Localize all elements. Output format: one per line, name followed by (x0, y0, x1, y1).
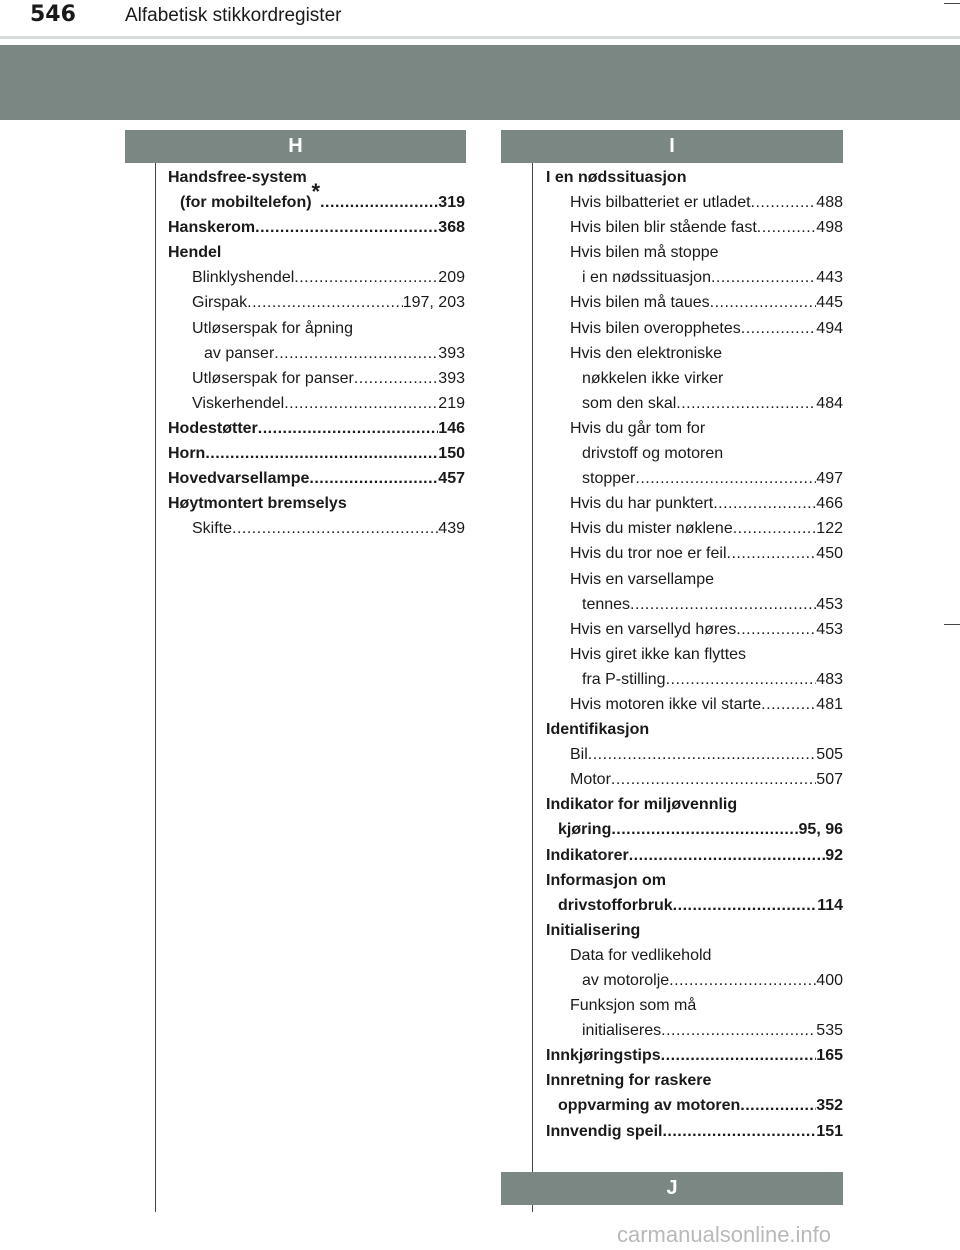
index-entry (168, 416, 465, 441)
index-entry (168, 215, 465, 240)
entry-term: Hovedvarsellampe (168, 470, 310, 488)
index-entry (546, 767, 843, 792)
entry-page: 368 (438, 219, 465, 237)
entry-term: Hvis du tror noe er feil (570, 545, 727, 563)
entry-page: 494 (816, 319, 843, 337)
dot-leader (354, 366, 438, 391)
entry-term: Hanskerom (168, 219, 256, 237)
column-rule-h (155, 163, 156, 1212)
index-column-i (546, 165, 843, 1144)
index-entry (546, 843, 843, 868)
index-entry (168, 366, 465, 391)
entry-term: Hvis den elektroniske (570, 344, 723, 362)
dot-leader (757, 215, 817, 240)
dot-leader (611, 817, 798, 842)
index-entry (546, 466, 843, 491)
dot-leader (258, 416, 439, 441)
entry-term: Innretning for raskere (546, 1072, 712, 1090)
dot-leader (727, 541, 817, 566)
entry-page: 481 (816, 695, 843, 713)
entry-page: 483 (816, 670, 843, 688)
entry-term: Blinklyshendel (192, 269, 295, 287)
entry-page: 535 (816, 1022, 843, 1040)
index-entry (546, 215, 843, 240)
entry-term: Viskerhendel (192, 394, 285, 412)
entry-term: fra P-stilling (582, 670, 666, 688)
index-entry (546, 567, 843, 592)
title-rule (0, 36, 960, 39)
index-entry (546, 792, 843, 817)
dot-leader (630, 592, 816, 617)
entry-page: 457 (438, 470, 465, 488)
section-header-j: J (501, 1172, 843, 1205)
dot-leader (710, 290, 817, 315)
dot-leader (255, 215, 438, 240)
index-entry (546, 1043, 843, 1068)
entry-term: Data for vedlikehold (570, 946, 712, 964)
entry-term: Hvis bilen må stoppe (570, 244, 719, 262)
dot-leader (661, 1018, 816, 1043)
dot-leader (247, 290, 403, 315)
dot-leader (661, 1043, 817, 1068)
entry-term: Hvis du har punktert (570, 495, 714, 513)
index-entry (546, 667, 843, 692)
entry-page: 122 (816, 520, 843, 538)
entry-page: 209 (438, 269, 465, 287)
index-entry (546, 968, 843, 993)
entry-term: Hvis du går tom for (570, 419, 706, 437)
index-entry (546, 868, 843, 893)
entry-page: 497 (816, 470, 843, 488)
index-entry (546, 165, 843, 190)
entry-term: Hvis en varsellyd høres (570, 620, 737, 638)
entry-page: 165 (816, 1047, 843, 1065)
entry-page: 453 (816, 620, 843, 638)
entry-page: 445 (816, 294, 843, 312)
index-entry (546, 491, 843, 516)
index-entry (546, 692, 843, 717)
index-entry (546, 366, 843, 391)
index-entry (168, 179, 465, 215)
entry-term: I en nødssituasjon (546, 169, 687, 186)
dot-leader (232, 516, 438, 541)
entry-page: 507 (816, 771, 843, 789)
entry-term: tennes (582, 595, 631, 613)
entry-term: Handsfree-system (168, 169, 307, 186)
index-entry (546, 717, 843, 742)
dot-leader (713, 491, 816, 516)
index-entry (546, 190, 843, 215)
entry-term: Identifikasjon (546, 721, 650, 739)
entry-term: Motor (570, 771, 611, 789)
index-entry (168, 290, 465, 315)
entry-page: 150 (438, 445, 465, 463)
index-entry (546, 441, 843, 466)
dot-leader (588, 742, 817, 767)
dot-leader (666, 667, 817, 692)
entry-page: 393 (438, 344, 465, 362)
dot-leader (274, 341, 438, 366)
index-entry (546, 742, 843, 767)
index-entry (168, 516, 465, 541)
entry-term: drivstoff og motoren (582, 445, 724, 463)
entry-page: 484 (816, 394, 843, 412)
entry-term: Innvendig speil (546, 1122, 663, 1140)
entry-term: Utløserspak for panser (192, 369, 354, 387)
dot-leader (662, 1119, 816, 1144)
footnote-mark: * (311, 179, 321, 205)
entry-page: 114 (817, 896, 843, 914)
entry-term: som den skal (582, 394, 677, 412)
index-entry (546, 817, 843, 842)
dot-leader (309, 466, 438, 491)
entry-term: Hvis motoren ikke vil starte (570, 695, 762, 713)
entry-term: Hendel (168, 244, 222, 262)
crop-mark (944, 3, 960, 4)
entry-term: oppvarming av motoren (558, 1097, 741, 1115)
index-entry (546, 642, 843, 667)
entry-page: 352 (816, 1097, 843, 1115)
entry-page: 219 (438, 394, 465, 412)
dot-leader (741, 316, 817, 341)
entry-term: Hvis en varsellampe (570, 570, 715, 588)
entry-term: Girspak (192, 294, 248, 312)
dot-leader (673, 893, 818, 918)
dot-leader (669, 968, 816, 993)
dot-leader (711, 265, 816, 290)
entry-term: kjøring (558, 821, 612, 839)
entry-page: 95, 96 (798, 821, 843, 839)
watermark: carmanualsonline.info (617, 1222, 832, 1247)
entry-term: Bil (570, 746, 588, 764)
index-entry (546, 1018, 843, 1043)
entry-page: 505 (816, 746, 843, 764)
dot-leader (320, 190, 438, 215)
entry-page: 151 (816, 1122, 843, 1140)
entry-page: 439 (438, 520, 465, 538)
index-entry (546, 893, 843, 918)
entry-page: 443 (816, 269, 843, 287)
entry-term: Hvis bilen må taues (570, 294, 710, 312)
entry-page: 319 (438, 194, 465, 212)
dot-leader (761, 692, 816, 717)
entry-term: Hodestøtter (168, 419, 258, 437)
dot-leader (205, 441, 438, 466)
entry-term: Høytmontert bremselys (168, 495, 347, 513)
index-entry (168, 441, 465, 466)
index-entry (546, 592, 843, 617)
entry-term: drivstofforbruk (558, 896, 673, 914)
entry-term: Initialisering (546, 921, 641, 939)
page-title: Alfabetisk stikkordregister (125, 5, 342, 26)
dot-leader (733, 516, 817, 541)
index-entry (546, 541, 843, 566)
index-entry (168, 491, 465, 516)
index-entry (546, 617, 843, 642)
index-entry (168, 341, 465, 366)
entry-term: Utløserspak for åpning (192, 319, 353, 337)
section-header-i: I (501, 130, 843, 163)
entry-page: 488 (816, 194, 843, 212)
entry-term: Skifte (192, 520, 233, 538)
index-entry (546, 391, 843, 416)
entry-page: 197, 203 (402, 294, 465, 312)
dot-leader (611, 767, 816, 792)
index-entry (546, 993, 843, 1018)
index-entry (168, 240, 465, 265)
entry-term: Indikatorer (546, 846, 629, 864)
entry-page: 466 (816, 495, 843, 513)
entry-page: 393 (438, 369, 465, 387)
index-entry (546, 240, 843, 265)
index-entry (546, 1119, 843, 1144)
entry-page: 450 (816, 545, 843, 563)
entry-page: 453 (816, 595, 843, 613)
entry-term: Hvis bilen overopphetes (570, 319, 741, 337)
entry-term: Hvis giret ikke kan flyttes (570, 645, 747, 663)
index-entry (546, 290, 843, 315)
entry-page: 146 (438, 419, 465, 437)
header-band (0, 45, 960, 120)
entry-term: Horn (168, 445, 206, 463)
index-entry (546, 516, 843, 541)
index-entry (546, 1068, 843, 1093)
dot-leader (284, 391, 438, 416)
crop-mark (944, 624, 960, 625)
entry-term: Hvis bilen blir stående fast (570, 219, 757, 237)
index-entry (546, 265, 843, 290)
dot-leader (736, 617, 816, 642)
page-number: 546 (30, 2, 76, 27)
entry-term: Hvis du mister nøklene (570, 520, 733, 538)
entry-term: Funksjon som må (570, 997, 697, 1015)
section-header-h: H (125, 130, 466, 163)
dot-leader (629, 843, 826, 868)
entry-term: initialiseres (582, 1022, 662, 1040)
index-entry (546, 1093, 843, 1118)
index-entry (546, 416, 843, 441)
entry-page: 498 (816, 219, 843, 237)
dot-leader (635, 466, 816, 491)
entry-term: av motorolje (582, 972, 670, 989)
index-entry (168, 316, 465, 341)
entry-term: stopper (582, 470, 636, 488)
column-rule-i (532, 163, 533, 1172)
entry-term: Indikator for miljøvennlig (546, 796, 738, 814)
dot-leader (294, 265, 438, 290)
dot-leader (740, 1093, 816, 1118)
index-entry (168, 466, 465, 491)
index-entry (546, 316, 843, 341)
entry-term: i en nødssituasjon (582, 269, 711, 287)
index-entry (546, 918, 843, 943)
entry-term: Informasjon om (546, 871, 667, 889)
index-entry (168, 391, 465, 416)
dot-leader (676, 391, 816, 416)
index-entry (168, 265, 465, 290)
entry-term: Hvis bilbatteriet er utladet (570, 194, 751, 212)
dot-leader (751, 190, 817, 215)
entry-term: nøkkelen ikke virker (582, 369, 724, 387)
index-entry (546, 943, 843, 968)
entry-term: Innkjøringstips (546, 1047, 661, 1065)
entry-page: 400 (816, 972, 843, 989)
index-entry (546, 341, 843, 366)
entry-page: 92 (825, 846, 843, 864)
index-column-h (168, 165, 465, 541)
entry-term: (for mobiltelefon) (180, 194, 312, 212)
entry-term: av panser (204, 344, 275, 362)
column-rule-j (532, 1205, 533, 1212)
